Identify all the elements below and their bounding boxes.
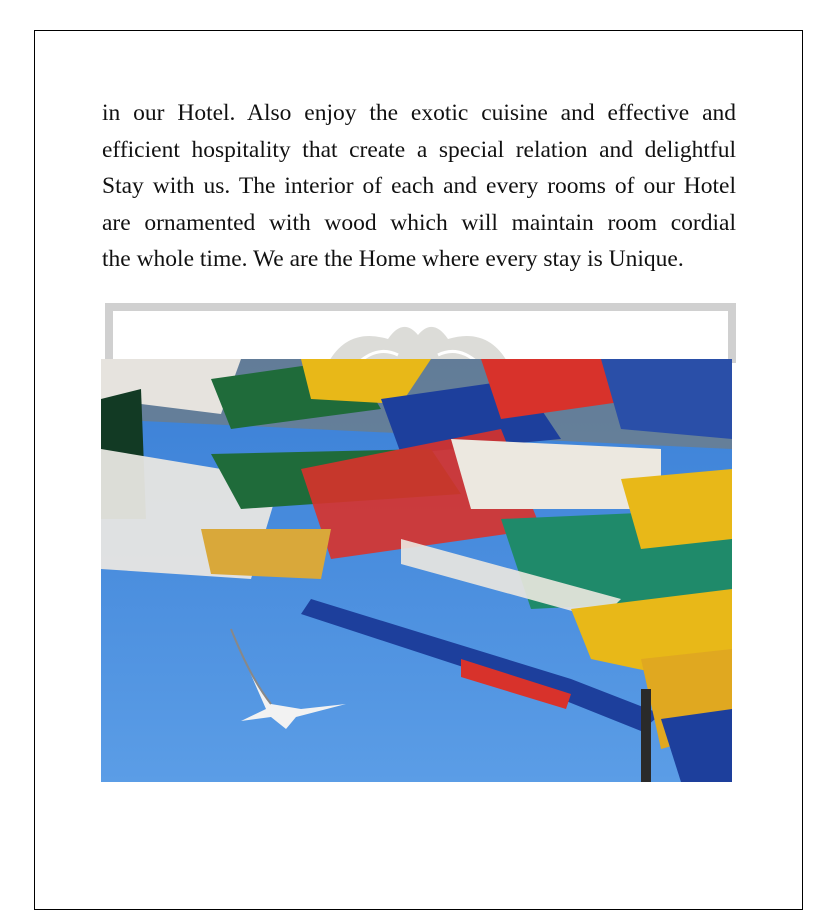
- paragraph-line: efficient hospitality that create a special relation and delightful: [102, 136, 736, 163]
- paragraph-line: in our Hotel. Also enjoy the exotic cuisine and effective and: [102, 100, 736, 126]
- body-paragraph: [102, 95, 736, 278]
- document-page: [34, 30, 803, 910]
- paragraph-line: Stay with us. The interior of each and every rooms of our Hotel: [102, 173, 736, 199]
- decorative-frame: [105, 303, 736, 363]
- paragraph-line: are ornamented with wood which will maintain room cordial: [102, 209, 736, 236]
- paragraph-line: the whole time. We are the Home where every stay is Unique.: [102, 246, 684, 272]
- prayer-flags-photo: [101, 359, 732, 782]
